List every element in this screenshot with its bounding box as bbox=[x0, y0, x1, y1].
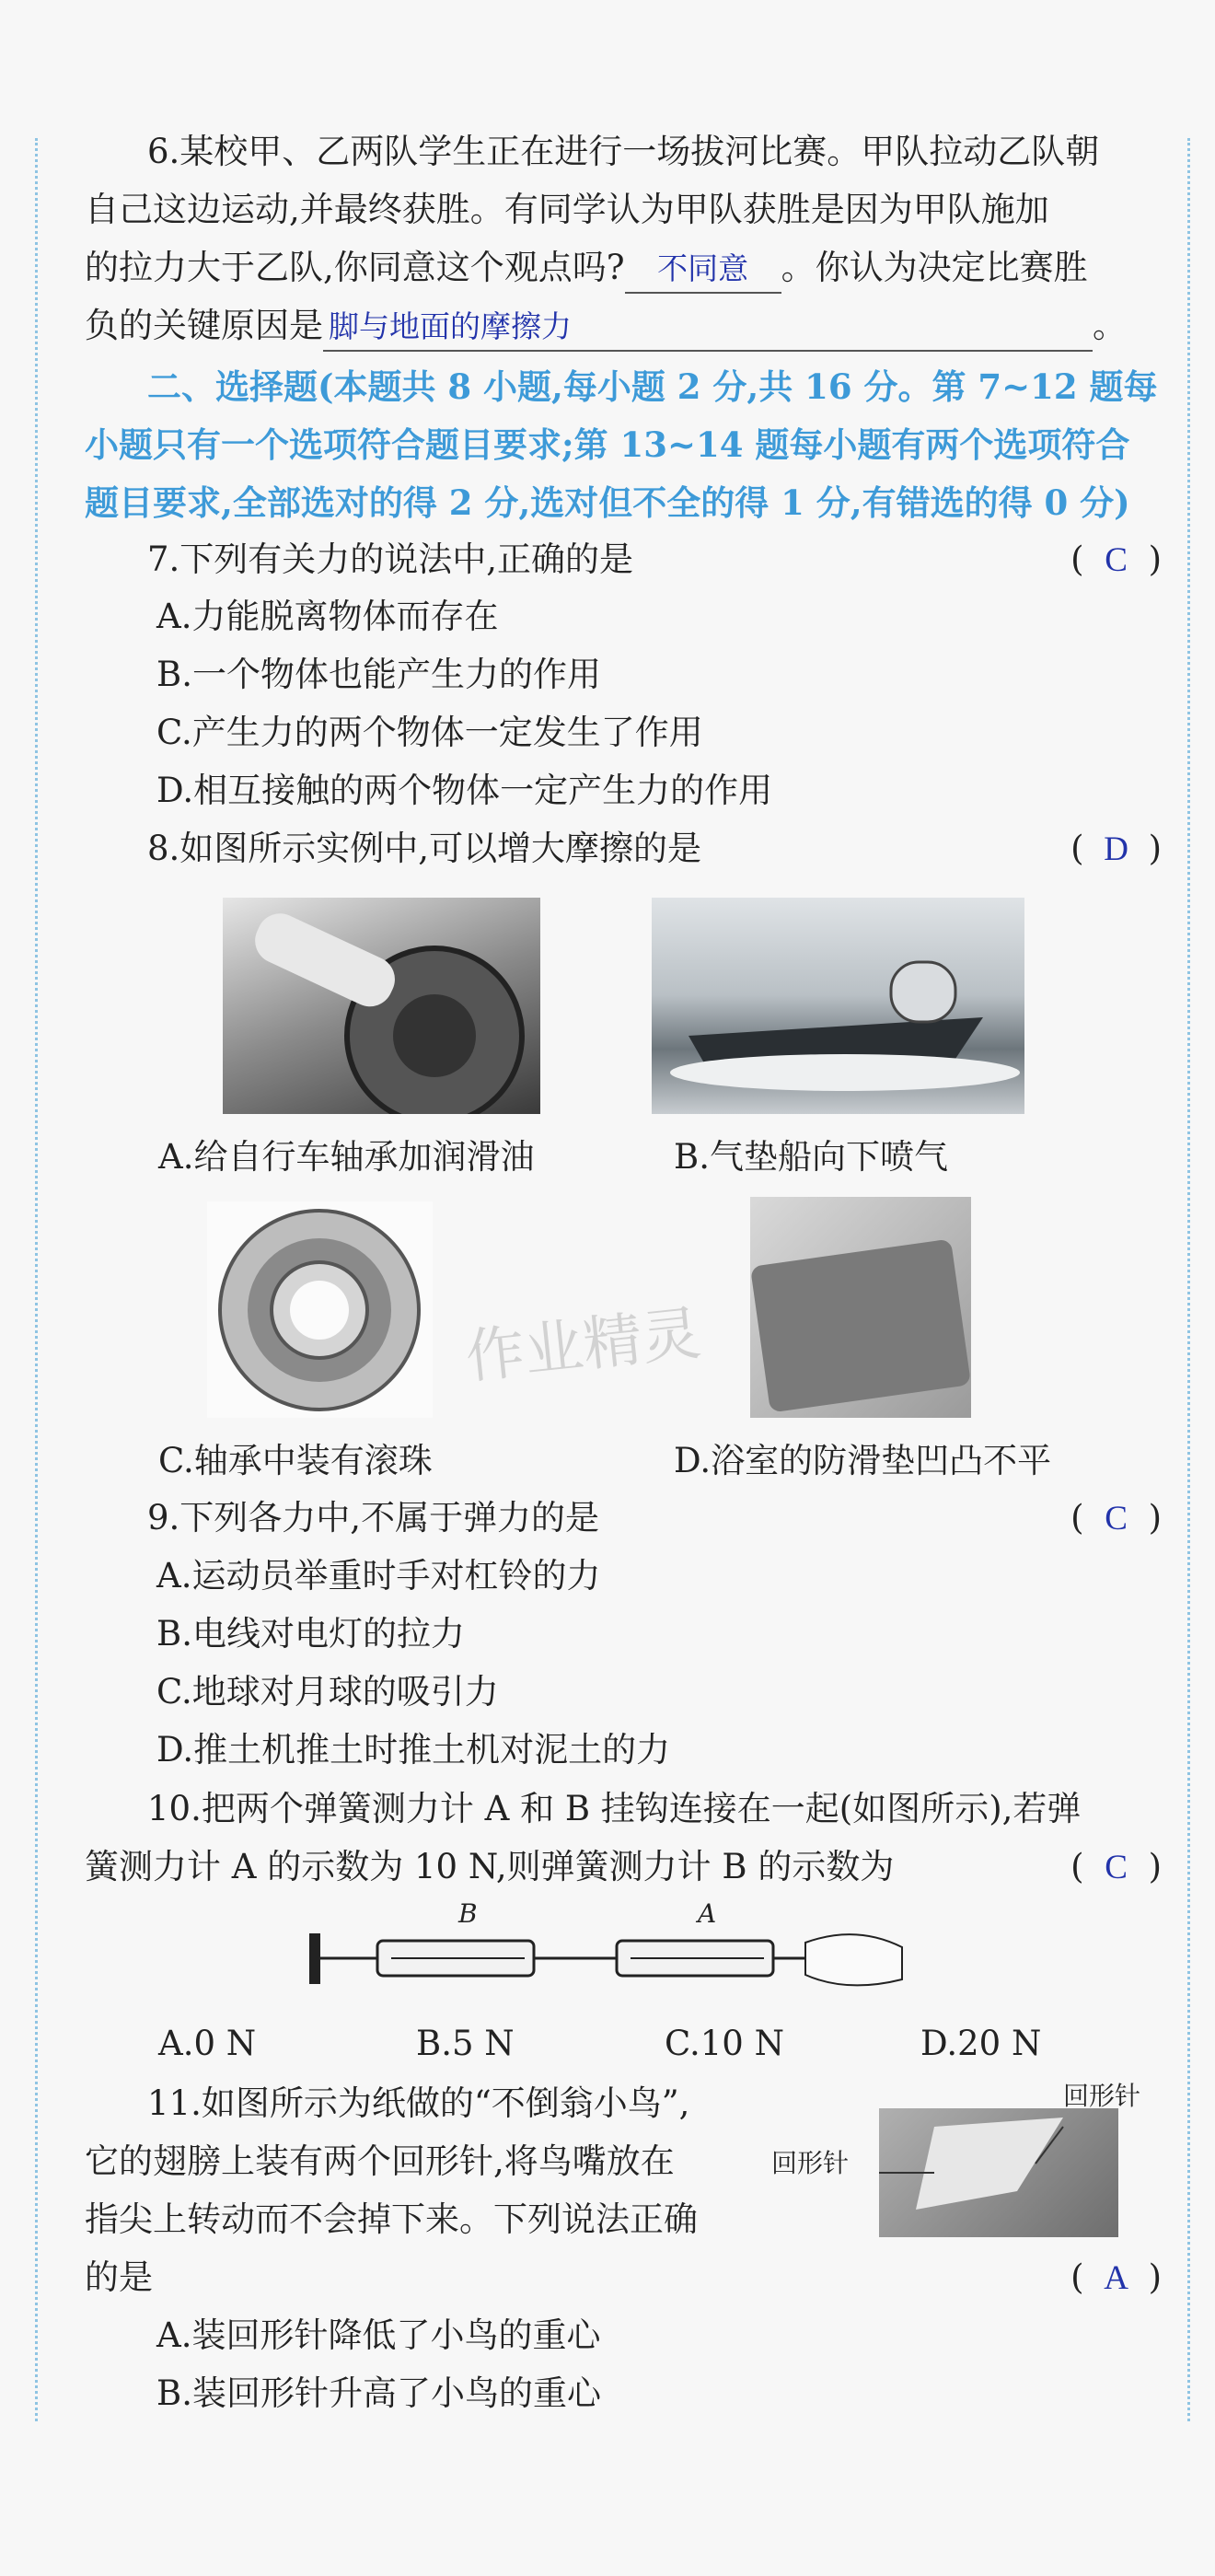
anti-slip-mat-illustration bbox=[750, 1197, 971, 1418]
q6-line-3 bbox=[85, 245, 1162, 294]
q11-line-3: 指尖上转动而不会掉下来。下列说法正确 bbox=[85, 2199, 698, 2239]
spring-scales-illustration bbox=[304, 1906, 911, 2007]
hovercraft-photo bbox=[652, 898, 1024, 1114]
q10-line-2 bbox=[85, 1844, 1162, 1890]
q6-line-1: 6.某校甲、乙两队学生正在进行一场拔河比赛。甲队拉动乙队朝 bbox=[147, 132, 1100, 171]
q8-stem-text: 8.如图所示实例中,可以增大摩擦的是 bbox=[147, 829, 702, 868]
q10-answer-bracket bbox=[1070, 1844, 1162, 1891]
q11-answer-bracket bbox=[1070, 2255, 1162, 2302]
section2-line-3: 题目要求,全部选对的得 2 分,选对但不全的得 1 分,有错选的得 0 分) bbox=[85, 482, 1130, 523]
q6-line-2: 自己这边运动,并最终获胜。有同学认为甲队获胜是因为甲队施加 bbox=[85, 190, 1049, 229]
watermark: 作业精灵 bbox=[462, 1299, 704, 1393]
q11-option-b: B.装回形针升高了小鸟的重心 bbox=[156, 2373, 601, 2413]
q8-answer: D bbox=[1104, 830, 1128, 868]
q11-line-1: 11.如图所示为纸做的“不倒翁小鸟”, bbox=[147, 2083, 690, 2123]
q9-stem-text: 9.下列各力中,不属于弹力的是 bbox=[147, 1498, 600, 1537]
q6-line-4-post: 。 bbox=[1093, 306, 1127, 345]
q10-option-a: A.0 N bbox=[158, 2024, 257, 2063]
q10-line-2-text: 簧测力计 A 的示数为 10 N,则弹簧测力计 B 的示数为 bbox=[85, 1847, 895, 1886]
q7-option-d: D.相互接触的两个物体一定产生力的作用 bbox=[156, 771, 773, 810]
q10-answer: C bbox=[1105, 1849, 1128, 1886]
scale-b-label: B bbox=[458, 1898, 478, 1929]
hovercraft-illustration bbox=[652, 898, 1024, 1114]
bracket-open: ( bbox=[1070, 1847, 1084, 1886]
bicycle-gear-illustration bbox=[223, 898, 540, 1114]
q9-answer-bracket bbox=[1070, 1495, 1162, 1542]
q8-option-d: D.浴室的防滑垫凹凸不平 bbox=[674, 1441, 1052, 1480]
q11-line-2: 它的翅膀上装有两个回形针,将鸟嘴放在 bbox=[85, 2141, 675, 2181]
q8-answer-bracket bbox=[1070, 826, 1162, 873]
bracket-close: ) bbox=[1148, 1847, 1162, 1886]
q7-answer-bracket bbox=[1070, 537, 1162, 584]
q11-line-4-text: 的是 bbox=[85, 2257, 153, 2297]
q7-stem bbox=[147, 537, 1162, 583]
q11-line-4 bbox=[85, 2255, 1162, 2301]
q6-line-3-post: 。你认为决定比赛胜 bbox=[781, 248, 1088, 287]
q7-stem-text: 7.下列有关力的说法中,正确的是 bbox=[147, 540, 634, 579]
anti-slip-mat-photo bbox=[750, 1197, 971, 1418]
left-dotted-border bbox=[35, 138, 38, 2421]
q6-answer-2: 脚与地面的摩擦力 bbox=[323, 304, 1093, 352]
section2-line-1: 二、选择题(本题共 8 小题,每小题 2 分,共 16 分。第 7~12 题每 bbox=[147, 366, 1158, 407]
paper-bird-photo bbox=[879, 2108, 1118, 2237]
q10-option-b: B.5 N bbox=[416, 2024, 515, 2063]
ball-bearing-illustration bbox=[207, 1201, 433, 1418]
q9-option-d: D.推土机推土时推土机对泥土的力 bbox=[156, 1730, 671, 1770]
bicycle-lubrication-photo bbox=[223, 898, 540, 1114]
paperclip-label-2: 回形针 bbox=[771, 2148, 850, 2178]
q7-answer: C bbox=[1105, 541, 1128, 579]
bracket-open: ( bbox=[1070, 829, 1084, 868]
q7-option-b: B.一个物体也能产生力的作用 bbox=[156, 655, 601, 694]
q8-option-b: B.气垫船向下喷气 bbox=[674, 1137, 948, 1177]
q11-answer: A bbox=[1104, 2259, 1128, 2297]
right-dotted-border bbox=[1187, 138, 1190, 2421]
q9-option-c: C.地球对月球的吸引力 bbox=[156, 1672, 499, 1712]
q9-stem bbox=[147, 1495, 1162, 1541]
q7-option-c: C.产生力的两个物体一定发生了作用 bbox=[156, 713, 703, 752]
q11-option-a: A.装回形针降低了小鸟的重心 bbox=[156, 2315, 601, 2355]
q6-line-4-pre: 负的关键原因是 bbox=[85, 306, 323, 345]
bracket-close: ) bbox=[1148, 1498, 1162, 1537]
q9-option-b: B.电线对电灯的拉力 bbox=[156, 1614, 465, 1654]
q9-option-a: A.运动员举重时手对杠铃的力 bbox=[156, 1556, 601, 1595]
q6-answer-1: 不同意 bbox=[625, 246, 781, 294]
bracket-close: ) bbox=[1148, 540, 1162, 579]
bracket-open: ( bbox=[1070, 540, 1084, 579]
ball-bearing-photo bbox=[207, 1201, 433, 1418]
q10-option-c: C.10 N bbox=[665, 2024, 784, 2063]
q6-line-3-pre: 的拉力大于乙队,你同意这个观点吗? bbox=[85, 248, 625, 287]
q10-line-1: 10.把两个弹簧测力计 A 和 B 挂钩连接在一起(如图所示),若弹 bbox=[147, 1789, 1082, 1828]
section2-line-2: 小题只有一个选项符合题目要求;第 13~14 题每小题有两个选项符合 bbox=[85, 424, 1130, 465]
bracket-close: ) bbox=[1148, 2257, 1162, 2297]
q9-answer: C bbox=[1105, 1500, 1128, 1537]
paperclip-label-1: 回形针 bbox=[1063, 2081, 1141, 2111]
q8-option-c: C.轴承中装有滚珠 bbox=[158, 1441, 433, 1480]
paper-bird-illustration bbox=[879, 2108, 1118, 2237]
bracket-open: ( bbox=[1070, 2257, 1084, 2297]
bracket-open: ( bbox=[1070, 1498, 1084, 1537]
q7-option-a: A.力能脱离物体而存在 bbox=[156, 597, 499, 636]
scale-a-label: A bbox=[698, 1898, 717, 1929]
q10-option-d: D.20 N bbox=[920, 2024, 1042, 2063]
bracket-close: ) bbox=[1148, 829, 1162, 868]
spring-scale-diagram bbox=[304, 1906, 911, 2007]
q8-stem bbox=[147, 826, 1162, 872]
q6-line-4 bbox=[85, 303, 1162, 352]
q8-option-a: A.给自行车轴承加润滑油 bbox=[158, 1137, 535, 1177]
